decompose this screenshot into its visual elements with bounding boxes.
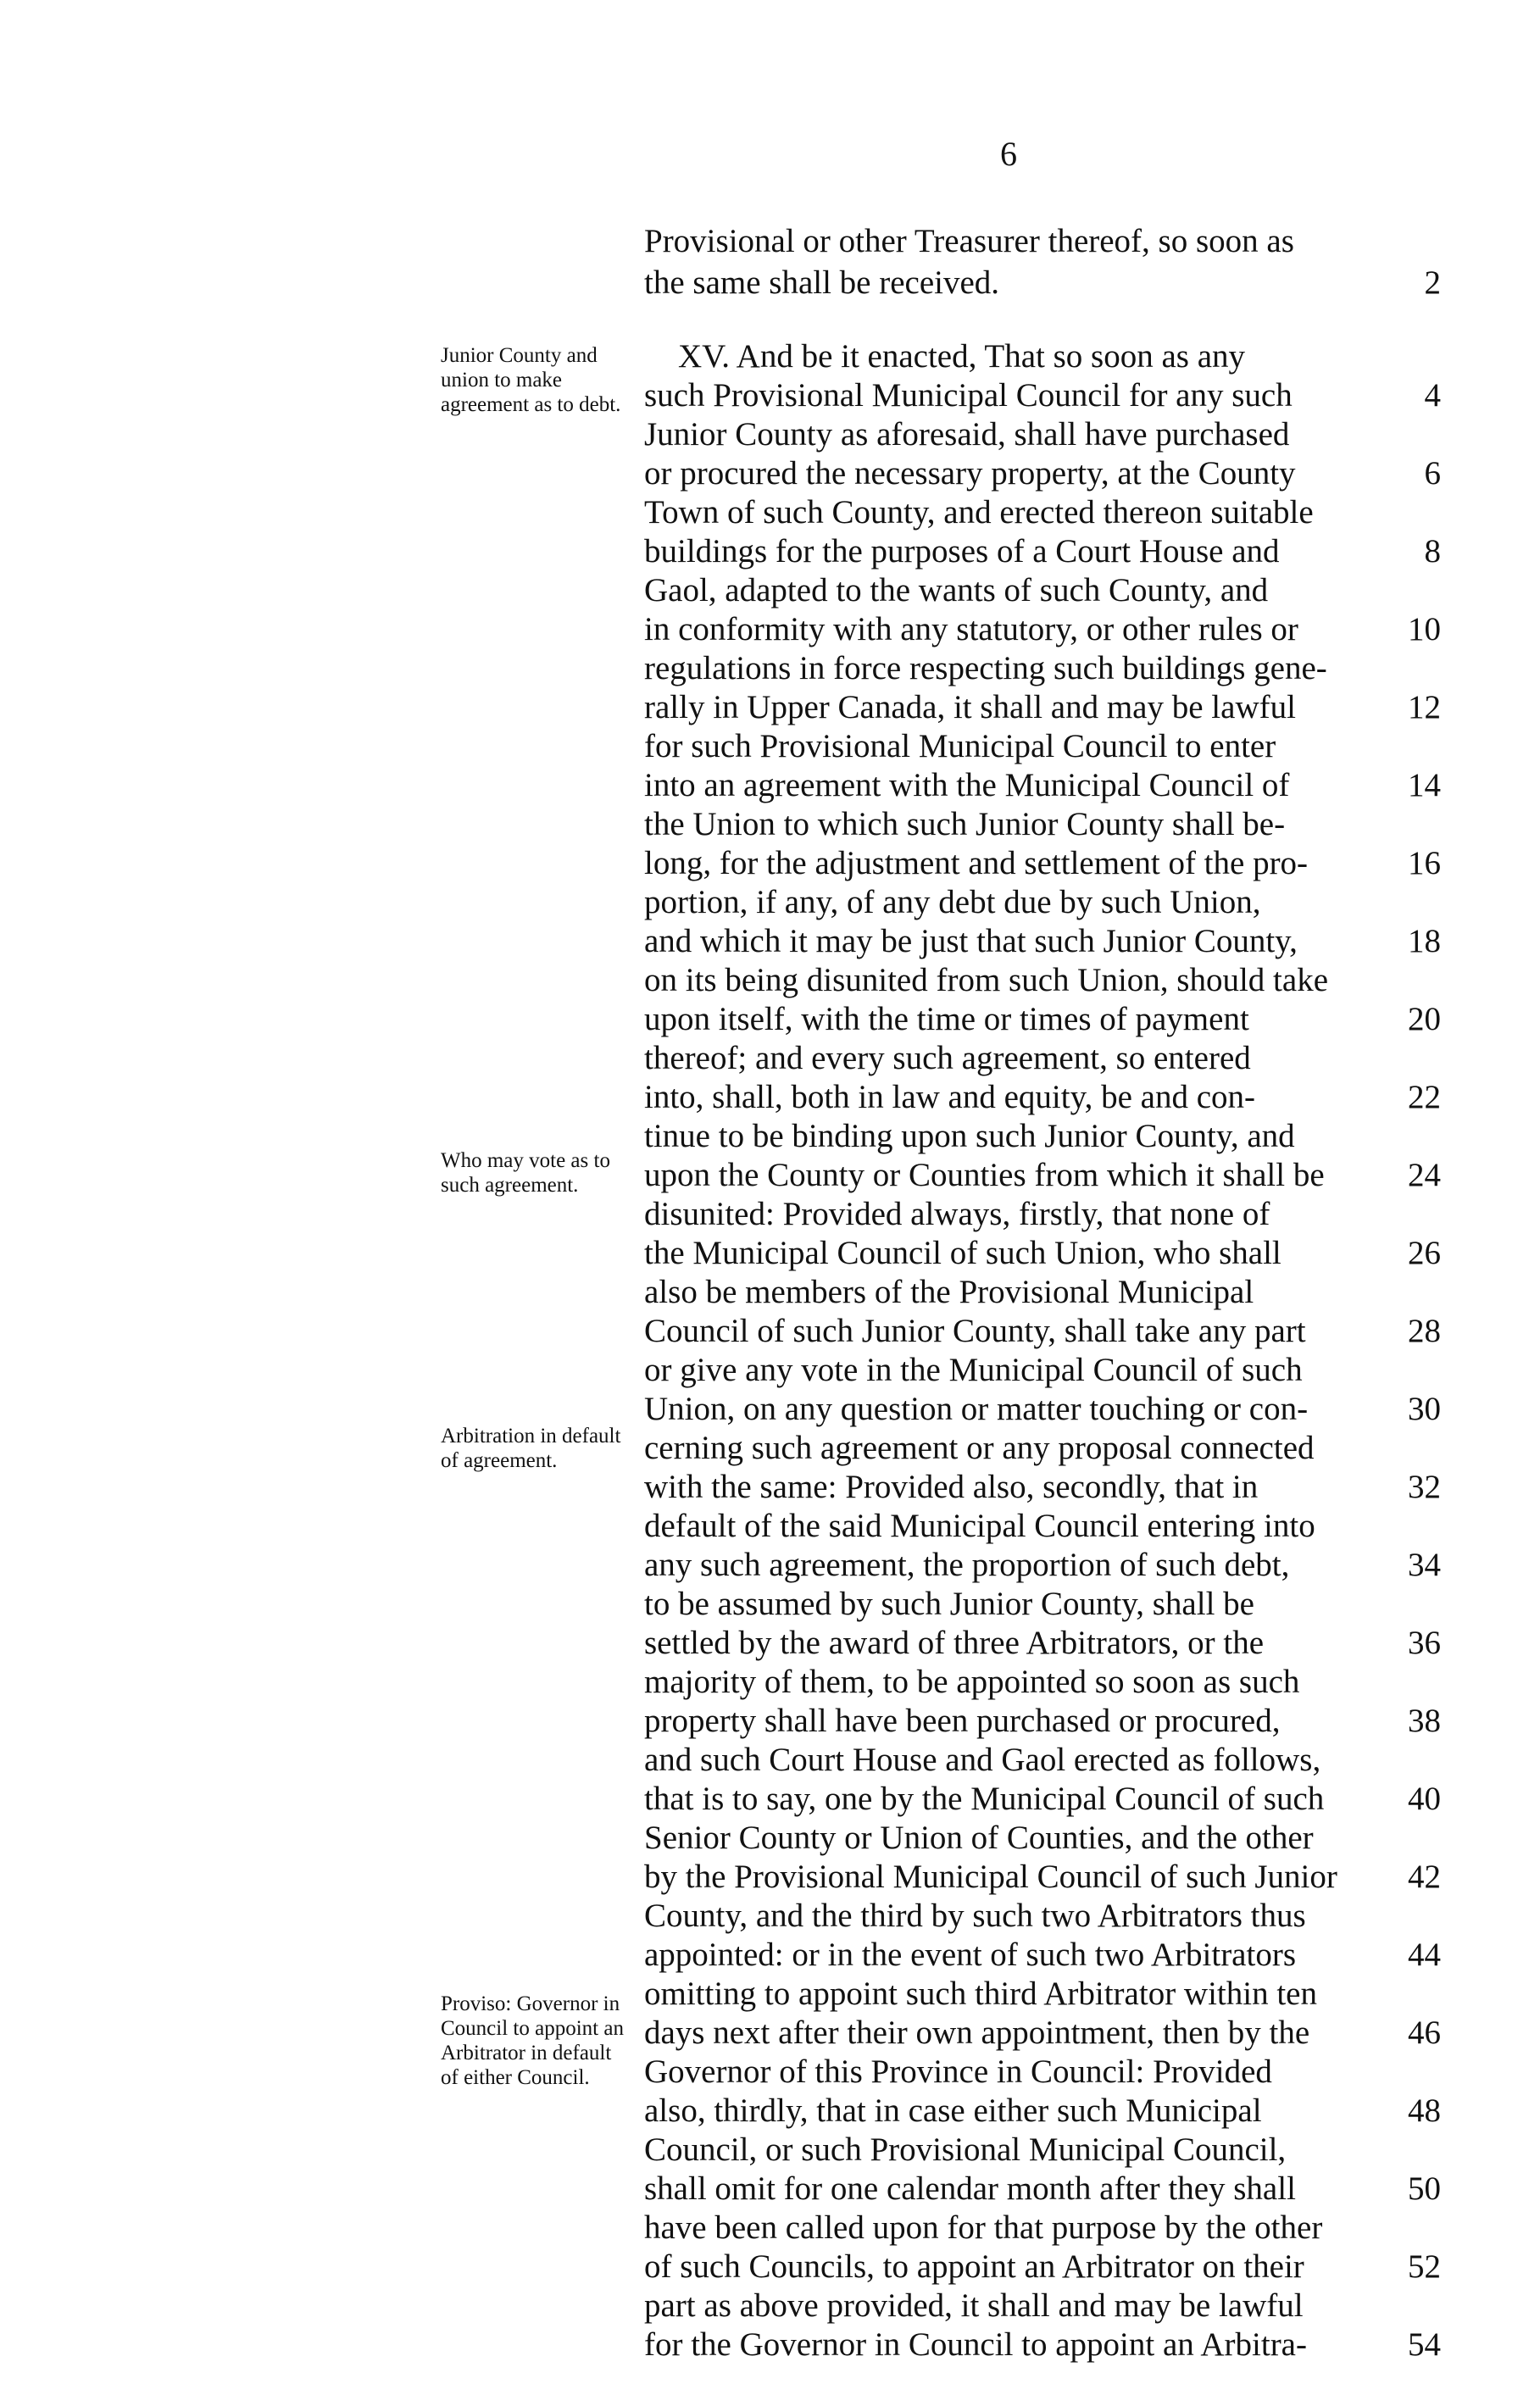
text-line [644, 727, 1424, 766]
text-line [644, 222, 1424, 261]
line-text: part as above provided, it shall and may be lawful [644, 2287, 1304, 2324]
text-line [644, 571, 1424, 610]
line-text: of such Councils, to appoint an Arbitrator on their [644, 2248, 1304, 2285]
text-line [644, 1975, 1424, 2014]
text-line [644, 1273, 1424, 1312]
text-line [644, 1468, 1441, 1507]
line-number: 52 [1408, 2248, 1441, 2285]
line-number: 14 [1408, 767, 1441, 803]
line-text: on its being disunited from such Union, should take [644, 962, 1329, 998]
line-text: or procured the necessary property, at the County [644, 455, 1296, 492]
line-number: 48 [1408, 2092, 1441, 2129]
line-text: County, and the third by such two Arbitrators thus [644, 1898, 1306, 1934]
line-number: 32 [1408, 1469, 1441, 1505]
text-line [644, 1195, 1424, 1234]
text-line [644, 1117, 1424, 1156]
text-line [644, 493, 1424, 532]
line-text: for such Provisional Municipal Council to enter [644, 728, 1276, 764]
line-number: 34 [1408, 1547, 1441, 1583]
line-number: 18 [1408, 923, 1441, 959]
line-text: into an agreement with the Municipal Council of [644, 767, 1290, 803]
text-line [644, 454, 1441, 493]
line-text: thereof; and every such agreement, so entered [644, 1040, 1251, 1076]
line-text: default of the said Municipal Council entering into [644, 1508, 1315, 1544]
line-number: 8 [1424, 533, 1441, 570]
line-text: the same shall be received. [644, 264, 1000, 301]
text-line [644, 532, 1441, 571]
line-text: for the Governor in Council to appoint an Arbitra- [644, 2326, 1307, 2363]
line-text: or give any vote in the Municipal Council of such [644, 1352, 1303, 1388]
text-line [644, 1039, 1424, 1078]
line-text: such Provisional Municipal Council for any such [644, 377, 1293, 414]
text-line [644, 2248, 1441, 2287]
line-text: Provisional or other Treasurer thereof, so soon as [644, 223, 1294, 259]
text-line [644, 1390, 1441, 1429]
text-line [644, 1624, 1441, 1663]
line-text: any such agreement, the proportion of such debt, [644, 1547, 1290, 1583]
text-line [644, 2131, 1424, 2170]
line-text: disunited: Provided always, firstly, that none of [644, 1196, 1270, 1232]
line-number: 36 [1408, 1625, 1441, 1661]
text-line [644, 415, 1424, 454]
margin-note: Who may vote as to such agreement. [441, 1149, 610, 1197]
text-line [644, 2326, 1441, 2364]
line-text: Gaol, adapted to the wants of such County, and [644, 572, 1269, 608]
text-line [644, 922, 1441, 961]
line-number: 44 [1408, 1937, 1441, 1973]
line-text: XV. And be it enacted, That so soon as any [678, 338, 1246, 375]
line-text: property shall have been purchased or procured, [644, 1703, 1281, 1739]
text-line [644, 2014, 1441, 2053]
text-line [644, 1546, 1441, 1585]
line-number: 6 [1424, 455, 1441, 492]
line-number: 4 [1424, 377, 1441, 414]
margin-note: Proviso: Governor in Council to appoint an Arbitrator in default of either Council. [441, 1992, 624, 2089]
margin-note: Junior County and union to make agreement as to debt. [441, 344, 621, 416]
line-text: with the same: Provided also, secondly, that in [644, 1469, 1259, 1505]
line-text: Council, or such Provisional Municipal Council, [644, 2131, 1287, 2168]
line-text: also, thirdly, that in case either such Municipal [644, 2092, 1262, 2129]
text-line [644, 766, 1441, 805]
line-text: upon itself, with the time or times of payment [644, 1001, 1249, 1037]
line-text: Senior County or Union of Counties, and the other [644, 1820, 1314, 1856]
line-text: appointed: or in the event of such two Arbitrators [644, 1937, 1296, 1973]
line-number: 26 [1408, 1235, 1441, 1271]
line-text: the Union to which such Junior County shall be- [644, 806, 1286, 842]
line-text: that is to say, one by the Municipal Council of such [644, 1781, 1325, 1817]
text-line [644, 337, 1424, 376]
line-text: cerning such agreement or any proposal connected [644, 1430, 1315, 1466]
line-text: Union, on any question or matter touching or con- [644, 1391, 1309, 1427]
line-text: settled by the award of three Arbitrators, or the [644, 1625, 1265, 1661]
line-text: portion, if any, of any debt due by such Union, [644, 884, 1261, 920]
text-line [644, 1741, 1424, 1780]
line-number: 28 [1408, 1313, 1441, 1349]
text-line [644, 1507, 1424, 1546]
line-text: majority of them, to be appointed so soon as such [644, 1664, 1300, 1700]
text-line [644, 610, 1441, 649]
text-line [644, 2170, 1441, 2209]
line-text: omitting to appoint such third Arbitrator within ten [644, 1975, 1317, 2012]
text-line [644, 2287, 1424, 2326]
text-line [644, 805, 1424, 844]
line-text: to be assumed by such Junior County, shall be [644, 1586, 1254, 1622]
text-line [644, 1312, 1441, 1351]
text-line [644, 2092, 1441, 2131]
line-text: Governor of this Province in Council: Provided [644, 2053, 1272, 2090]
text-line [644, 1429, 1424, 1468]
text-line [644, 2209, 1424, 2248]
line-text: have been called upon for that purpose by the other [644, 2209, 1323, 2246]
text-line [644, 1897, 1424, 1936]
line-text: tinue to be binding upon such Junior County, and [644, 1118, 1295, 1154]
text-line [644, 649, 1424, 688]
text-line [644, 1585, 1424, 1624]
text-line [644, 1351, 1424, 1390]
line-text: upon the County or Counties from which it shall be [644, 1157, 1325, 1193]
line-text: into, shall, both in law and equity, be and con- [644, 1079, 1255, 1115]
text-line [644, 376, 1441, 415]
line-number: 10 [1408, 611, 1441, 647]
text-line [644, 264, 1441, 303]
page-number: 6 [1000, 135, 1017, 173]
text-line [644, 2053, 1424, 2092]
line-text: the Municipal Council of such Union, who shall [644, 1235, 1281, 1271]
line-text: buildings for the purposes of a Court House and [644, 533, 1280, 570]
text-line [644, 1663, 1424, 1702]
text-line [644, 1702, 1441, 1741]
text-line [644, 1780, 1441, 1819]
line-text: rally in Upper Canada, it shall and may be lawful [644, 689, 1296, 725]
line-number: 16 [1408, 845, 1441, 881]
line-text: long, for the adjustment and settlement of the pro- [644, 845, 1309, 881]
text-line [644, 1819, 1424, 1858]
line-number: 40 [1408, 1781, 1441, 1817]
line-text: Council of such Junior County, shall take any part [644, 1313, 1306, 1349]
line-number: 24 [1408, 1157, 1441, 1193]
line-number: 42 [1408, 1859, 1441, 1895]
line-text: regulations in force respecting such buildings gene- [644, 650, 1327, 686]
line-number: 30 [1408, 1391, 1441, 1427]
line-number: 54 [1408, 2326, 1441, 2363]
text-line [644, 688, 1441, 727]
line-text: and such Court House and Gaol erected as follows, [644, 1742, 1321, 1778]
text-line [644, 1156, 1441, 1195]
line-text: and which it may be just that such Junior County, [644, 923, 1298, 959]
line-text: Town of such County, and erected thereon suitable [644, 494, 1314, 531]
line-number: 22 [1408, 1079, 1441, 1115]
text-line [644, 1936, 1441, 1975]
text-line [644, 1858, 1441, 1897]
line-text: Junior County as aforesaid, shall have purchased [644, 416, 1290, 453]
line-text: shall omit for one calendar month after they shall [644, 2170, 1296, 2207]
text-line [644, 883, 1424, 922]
line-text: in conformity with any statutory, or other rules or [644, 611, 1298, 647]
text-line [644, 1000, 1441, 1039]
line-number: 38 [1408, 1703, 1441, 1739]
text-line [644, 1234, 1441, 1273]
line-text: days next after their own appointment, then by the [644, 2014, 1310, 2051]
line-number: 50 [1408, 2170, 1441, 2207]
line-text: by the Provisional Municipal Council of such Junior [644, 1859, 1337, 1895]
line-number: 46 [1408, 2014, 1441, 2051]
line-number: 12 [1408, 689, 1441, 725]
line-text: also be members of the Provisional Municipal [644, 1274, 1254, 1310]
line-number: 2 [1424, 264, 1441, 301]
margin-note: Arbitration in default of agreement. [441, 1425, 621, 1472]
text-line [644, 844, 1441, 883]
text-line [644, 961, 1424, 1000]
text-line [644, 1078, 1441, 1117]
line-number: 20 [1408, 1001, 1441, 1037]
